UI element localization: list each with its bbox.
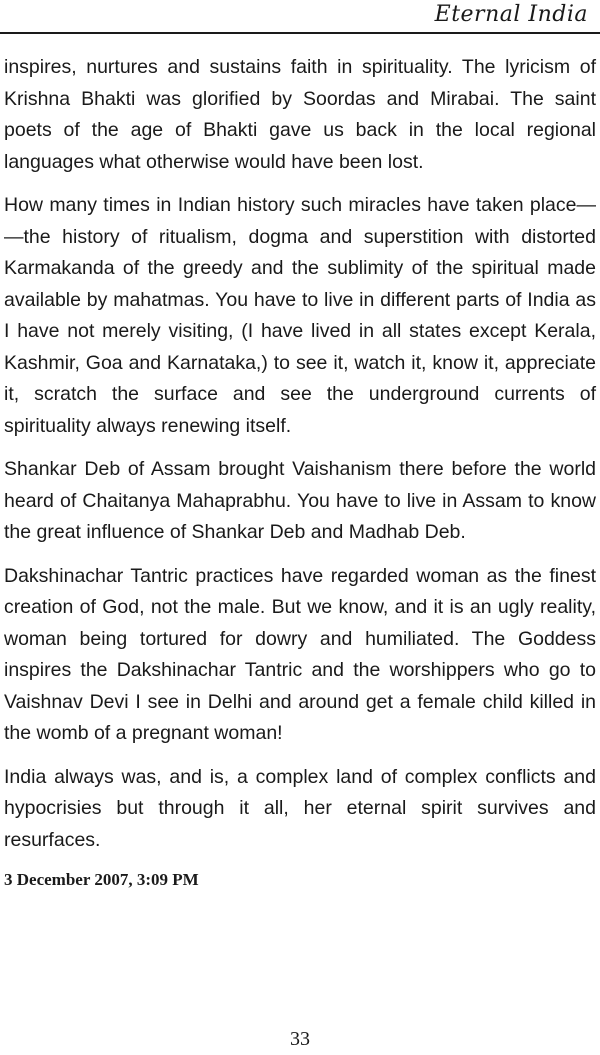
paragraph: How many times in Indian history such miracles have taken place— —the history of ritualism, dogma and superstition with distorted Karmakanda of the greedy and the sublimity of the spiritual made available by mahatmas. You have to live in different parts of India as I have not merely visiting, (I have lived in all states except Kerala, Kashmir, Goa and Karnataka,) to see it, watch it, know it, appreciate it, scratch the surface and see the underground currents of spirituality always renewing itself. (4, 194, 596, 437)
running-header: Eternal India (434, 2, 588, 27)
page-number: 33 (290, 1028, 310, 1050)
body-text (4, 52, 596, 892)
paragraph: Shankar Deb of Assam brought Vaishanism there before the world heard of Chaitanya Mahaprabhu. You have to live in Assam to know the great influence of Shankar Deb and Madhab Deb. (4, 458, 596, 543)
paragraph: Dakshinachar Tantric practices have regarded woman as the finest creation of God, not the male. But we know, and it is an ugly reality, woman being tortured for dowry and humiliated. The Goddess inspires the Dakshinachar Tantric and the worshippers who go to Vaishnav Devi I see in Delhi and around get a female child killed in the womb of a pregnant woman! (4, 564, 596, 744)
paragraph: inspires, nurtures and sustains faith in spirituality. The lyricism of Krishna Bhakti was glorified by Soordas and Mirabai. The saint poets of the age of Bhakti gave us back in the local regional languages what otherwise would have been lost. (4, 56, 596, 173)
dateline: 3 December 2007, 3:09 PM (4, 870, 199, 889)
header-rule (0, 32, 600, 34)
paragraph: India always was, and is, a complex land of complex conflicts and hypocrisies but through it all, her eternal spirit survives and resurfaces. (4, 765, 596, 851)
